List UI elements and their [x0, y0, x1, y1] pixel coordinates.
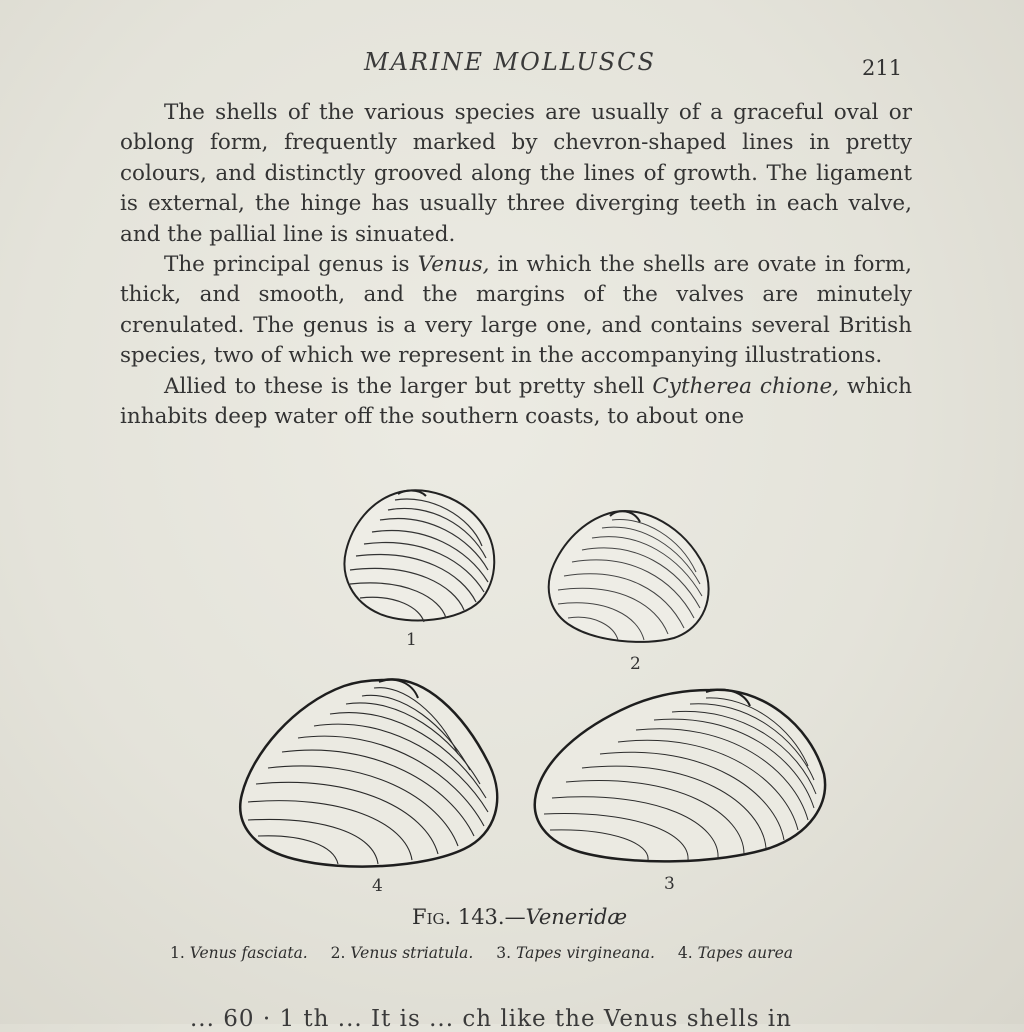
species-cytherea: Cytherea chione,: [652, 373, 840, 399]
genus-venus: Venus,: [417, 252, 490, 278]
running-head: MARINE MOLLUSCS: [364, 48, 656, 76]
figure-legend: [170, 944, 811, 962]
figure-number-1: 1: [406, 630, 417, 650]
shell-illustration-1: [340, 486, 500, 626]
figure-caption: [412, 905, 627, 929]
p3-text-b: which inhabits deep water off the southern coasts, to about one: [120, 373, 912, 430]
figure-number-4: 4: [372, 876, 383, 896]
legend-num-4: 4.: [677, 944, 693, 962]
legend-num-3: 3.: [496, 944, 512, 962]
legend-name-1: Venus fasciata.: [189, 944, 308, 962]
figure-caption-family: Veneridæ: [525, 905, 628, 929]
figure-number-2: 2: [630, 654, 641, 674]
shell-illustration-4: [234, 674, 504, 874]
figure-number-3: 3: [664, 874, 675, 894]
legend-entry-3: [496, 944, 655, 962]
p3-text-a: Allied to these is the larger but pretty shell: [164, 373, 653, 399]
legend-name-3: Tapes virgineana.: [516, 944, 655, 962]
cut-off-text-line: ... 60 · 1 th ... It is ... ch like the Venus shells in: [190, 1006, 792, 1032]
legend-entry-4: [678, 944, 793, 962]
p2-text-b: in which the shells are ovate in form, thick, and smooth, and the margins of the valves are minutely crenulated. The genus is a very large one, and contains several British species, two of which we represent in the accompanying illustrations.: [120, 252, 912, 369]
legend-num-1: 1.: [170, 944, 185, 962]
page-number: 211: [862, 56, 903, 80]
figure-caption-label: Fig. 143.—: [412, 905, 526, 929]
legend-entry-1: [170, 944, 308, 962]
shell-illustration-3: [530, 684, 830, 866]
legend-name-2: Venus striatula.: [350, 944, 474, 962]
p2-text-a: The principal genus is: [164, 252, 418, 278]
legend-num-2: 2.: [330, 944, 346, 962]
shell-illustration-2: [544, 506, 716, 646]
paragraph-1: The shells of the various species are usually of a graceful oval or oblong form, frequently marked by chevron-shaped lines in pretty colours, and distinctly grooved along the lines of growth. The ligament is external, the hinge has usually three diverging teeth in each valve, and the pallial line is sinuated.: [120, 100, 912, 247]
legend-entry-2: [331, 944, 474, 962]
legend-name-4: Tapes aurea: [697, 944, 793, 962]
